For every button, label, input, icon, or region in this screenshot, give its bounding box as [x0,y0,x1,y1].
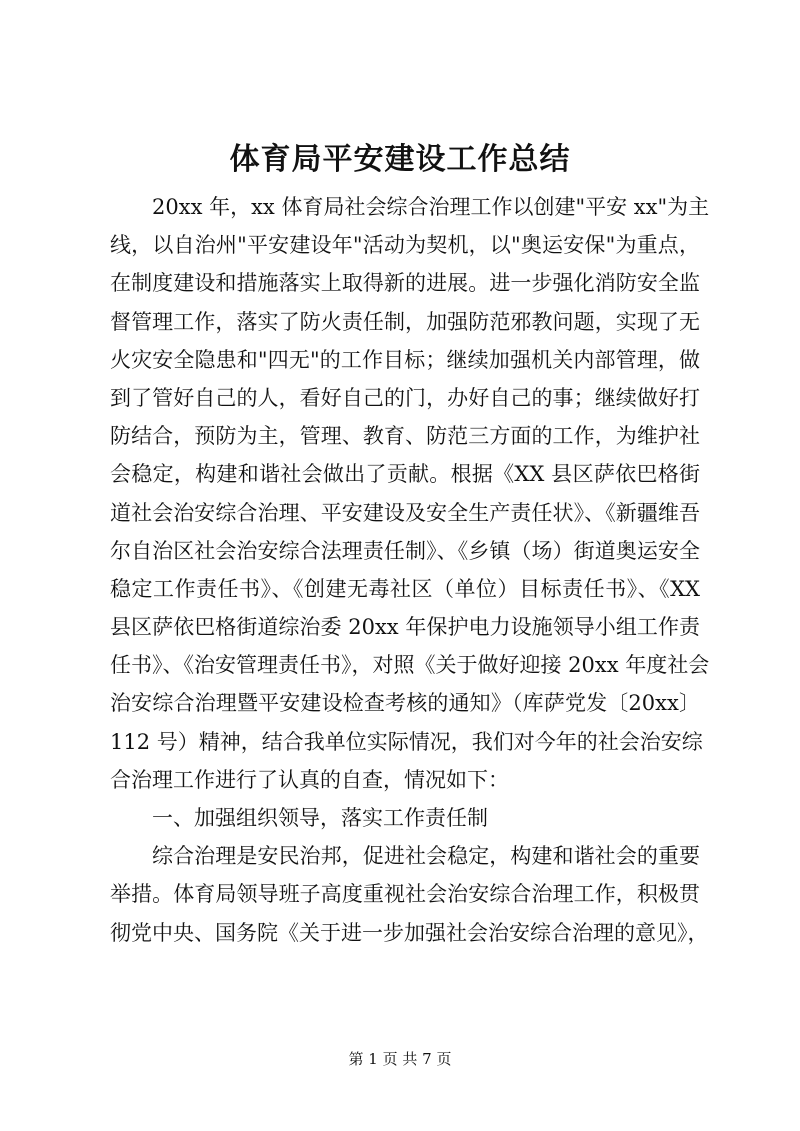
body-line: 合治理工作进行了认真的自查，情况如下： [110,767,509,792]
body-line: 综合治理是安民治邦，促进社会稳定，构建和谐社会的重要 [152,844,700,869]
page-title: 体育局平安建设工作总结 [229,142,571,177]
body-line: 112 号）精神，结合我单位实际情况，我们对今年的社会治安综 [110,729,703,754]
body-line: 尔自治区社会治安综合法理责任制》、《乡镇（场）街道奥运安全 [110,538,700,563]
body-line: 到了管好自己的人，看好自己的门，办好自己的事；继续做好打 [110,385,700,410]
body-line: 举措。体育局领导班子高度重视社会治安综合治理工作，积极贯 [110,882,700,907]
body-line: 任书》、《治安管理责任书》，对照《关于做好迎接 20xx 年度社会 [110,653,710,678]
body-line: 防结合，预防为主，管理、教育、防范三方面的工作，为维护社 [110,424,700,449]
body-line: 线，以自治州"平安建设年"活动为契机，以"奥运安保"为重点， [110,233,700,258]
body-line: 督管理工作，落实了防火责任制，加强防范邪教问题，实现了无 [110,309,700,334]
body-line: 治安综合治理暨平安建设检查考核的通知》（库萨党发〔20xx〕 [110,691,700,716]
body-line: 县区萨依巴格街道综治委 20xx 年保护电力设施领导小组工作责 [110,615,700,640]
document-body [110,188,710,952]
body-line: 彻党中央、国务院《关于进一步加强社会治安综合治理的意见》， [110,920,709,945]
section-heading: 一、加强组织领导，落实工作责任制 [152,806,488,830]
page-number: 第 1 页 共 7 页 [348,1050,452,1068]
body-line: 会稳定，构建和谐社会做出了贡献。根据《XX 县区萨依巴格街 [110,462,700,487]
body-line: 火灾安全隐患和"四无"的工作目标；继续加强机关内部管理，做 [110,347,700,372]
body-line: 20xx 年，xx 体育局社会综合治理工作以创建"平安 xx"为主 [152,195,710,219]
body-line: 道社会治安综合治理、平安建设及安全生产责任状》、《新疆维吾 [110,500,700,525]
body-line: 在制度建设和措施落实上取得新的进展。进一步强化消防安全监 [110,271,700,296]
body-line: 稳定工作责任书》、《创建无毒社区（单位）目标责任书》、《XX [110,576,700,601]
